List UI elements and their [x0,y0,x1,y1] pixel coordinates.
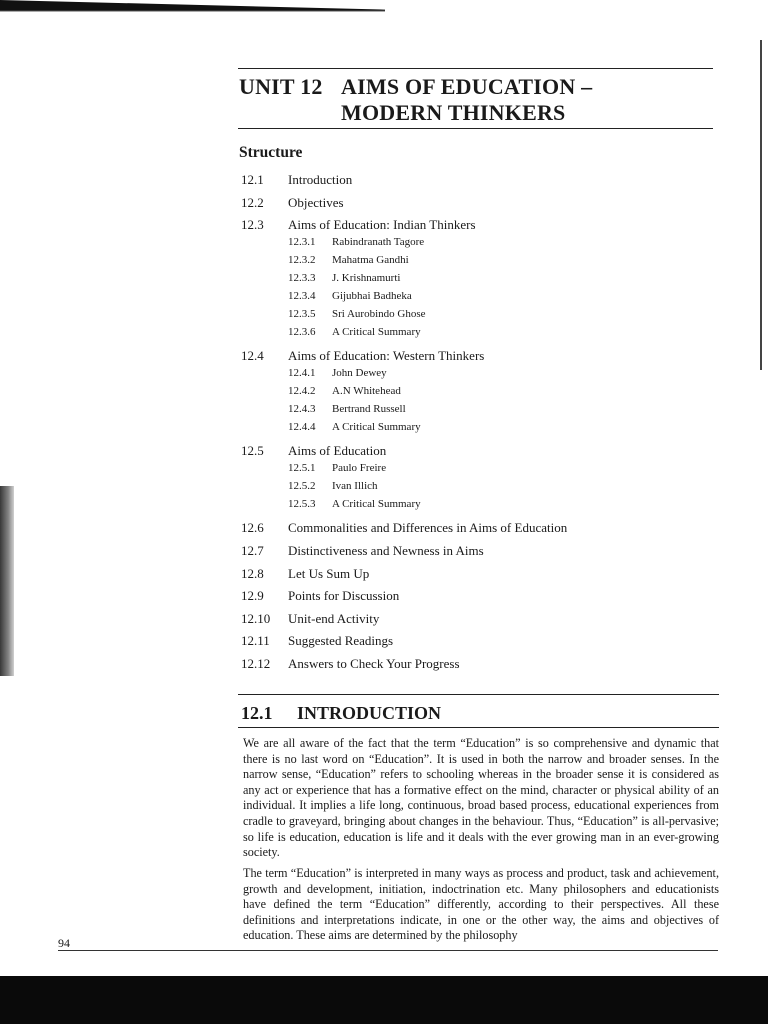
title-bottom-rule [238,128,713,129]
toc-item-number: 12.9 [241,588,264,604]
unit-title-line1: AIMS OF EDUCATION – [341,74,593,99]
toc-item [241,543,484,559]
section-top-rule [238,694,719,695]
toc-subitem-label: A Critical Summary [332,420,421,433]
scan-right-edge [760,40,762,370]
toc-subitem-number: 12.3.1 [288,236,316,249]
toc-subitem-number: 12.4.2 [288,385,316,397]
intro-paragraph-2: The term “Education” is interpreted in many ways as process and product, task and achievement, growth and development, initiation, indoctrination etc. Many philosophers and educationists have defined the term “Education” differently, according to their perspectives. All these definitions and interpretations indicate, in one or the other way, the aims and objectives of education. These aims are determined by the philosophy [243,866,719,943]
toc-subitem [288,290,412,302]
toc-subitem-label: A Critical Summary [332,498,421,510]
toc-item [241,588,399,604]
toc-subitem-number: 12.4.1 [288,367,316,380]
toc-subitem-label: Rabindranath Tagore [332,236,425,249]
toc-item [241,611,379,627]
toc-subitem-number: 12.4.4 [288,420,316,433]
toc-item [241,217,476,233]
scan-binding-shadow [0,486,14,676]
toc-subitem [288,272,400,284]
intro-paragraph-1: We are all aware of the fact that the term “Education” is so comprehensive and dynamic that there is no last word on “Education”. It is used in both the narrow and broader senses. In the narrow sense, “Education” refers to schooling whereas in the broader sense it is considered as any act or experience that has a formative effect on the mind, character or physical ability of an individual. It implies a life long, continuous, broad based process, educational experiences from cradle to graveyard, bringing about changes in the behaviour. Thus, “Education” is all-pervasive; so life is education, education is life and it deals with the ever growing man in an ever-growing society. [243,736,719,860]
toc-item-number: 12.10 [241,610,271,626]
footer-rule [58,950,718,951]
toc-item-label: Unit-end Activity [288,610,380,626]
toc-item [241,348,484,364]
toc-item-label: Aims of Education [288,443,387,459]
toc-item-label: Aims of Education: Indian Thinkers [288,217,476,233]
toc-subitem-number: 12.5.3 [288,498,316,510]
toc-subitem [288,480,378,492]
toc-subitem-number: 12.3.3 [288,272,316,284]
toc-subitem [288,367,387,379]
toc-subitem-number: 12.3.5 [288,307,316,320]
toc-item-label: Objectives [288,194,344,210]
toc-item-label: Suggested Readings [288,633,394,649]
toc-subitem-label: J. Krishnamurti [332,272,401,284]
page-number: 94 [58,936,70,950]
toc-subitem [288,403,406,415]
toc-subitem-number: 12.5.2 [288,480,316,493]
toc-subitem-label: A.N Whitehead [332,385,401,397]
toc-item [241,656,460,672]
unit-title [239,74,719,126]
toc-subitem-label: A Critical Summary [332,325,421,338]
scan-top-edge [0,0,385,12]
toc-item [241,566,369,582]
toc-subitem-label: Bertrand Russell [332,402,406,415]
toc-item-number: 12.5 [241,443,264,459]
toc-subitem-number: 12.5.1 [288,462,316,475]
structure-heading: Structure [239,144,303,161]
toc-subitem-label: Ivan Illich [332,480,378,493]
toc-item-label: Let Us Sum Up [288,565,370,581]
toc-item-number: 12.7 [241,543,264,558]
toc-subitem-number: 12.3.4 [288,289,316,302]
toc-subitem [288,498,421,510]
toc-subitem [288,254,409,266]
toc-item-number: 12.12 [241,656,271,671]
toc-item-label: Distinctiveness and Newness in Aims [288,543,484,558]
toc-item-number: 12.8 [241,565,264,581]
toc-item-number: 12.3 [241,217,264,233]
toc-subitem [288,236,424,248]
toc-item-label: Commonalities and Differences in Aims of Education [288,520,568,536]
toc-subitem-label: Sri Aurobindo Ghose [332,307,426,320]
toc-subitem [288,308,426,320]
toc-item [241,520,567,536]
toc-item-number: 12.1 [241,172,264,187]
toc-subitem [288,385,401,397]
toc-item-label: Introduction [288,172,353,187]
section-heading [241,703,441,724]
toc-item-label: Answers to Check Your Progress [288,656,460,671]
toc-item [241,633,393,649]
unit-title-line2: MODERN THINKERS [341,100,566,125]
unit-number: UNIT 12 [239,74,323,99]
section-title: INTRODUCTION [297,703,442,723]
toc-subitem-label: Paulo Freire [332,462,387,475]
toc-subitem-number: 12.3.6 [288,325,316,338]
toc-subitem-number: 12.4.3 [288,402,316,415]
toc-subitem-label: Gijubhai Badheka [332,289,412,302]
toc-item-number: 12.6 [241,520,264,536]
toc-item-number: 12.11 [241,633,270,649]
scan-bottom-edge [0,976,768,1024]
section-bottom-rule [238,727,719,728]
toc-item-number: 12.2 [241,194,264,210]
toc-subitem [288,462,386,474]
toc-item-label: Points for Discussion [288,588,400,604]
toc-item [241,195,344,211]
title-top-rule [238,68,713,69]
toc-subitem [288,421,421,433]
toc-item [241,443,386,459]
toc-subitem-label: John Dewey [332,367,387,380]
toc-subitem [288,326,421,338]
section-number: 12.1 [241,703,273,723]
toc-subitem-label: Mahatma Gandhi [332,254,409,267]
toc-item [241,172,352,188]
toc-item-number: 12.4 [241,348,264,364]
toc-item-label: Aims of Education: Western Thinkers [288,348,485,364]
toc-subitem-number: 12.3.2 [288,254,316,267]
